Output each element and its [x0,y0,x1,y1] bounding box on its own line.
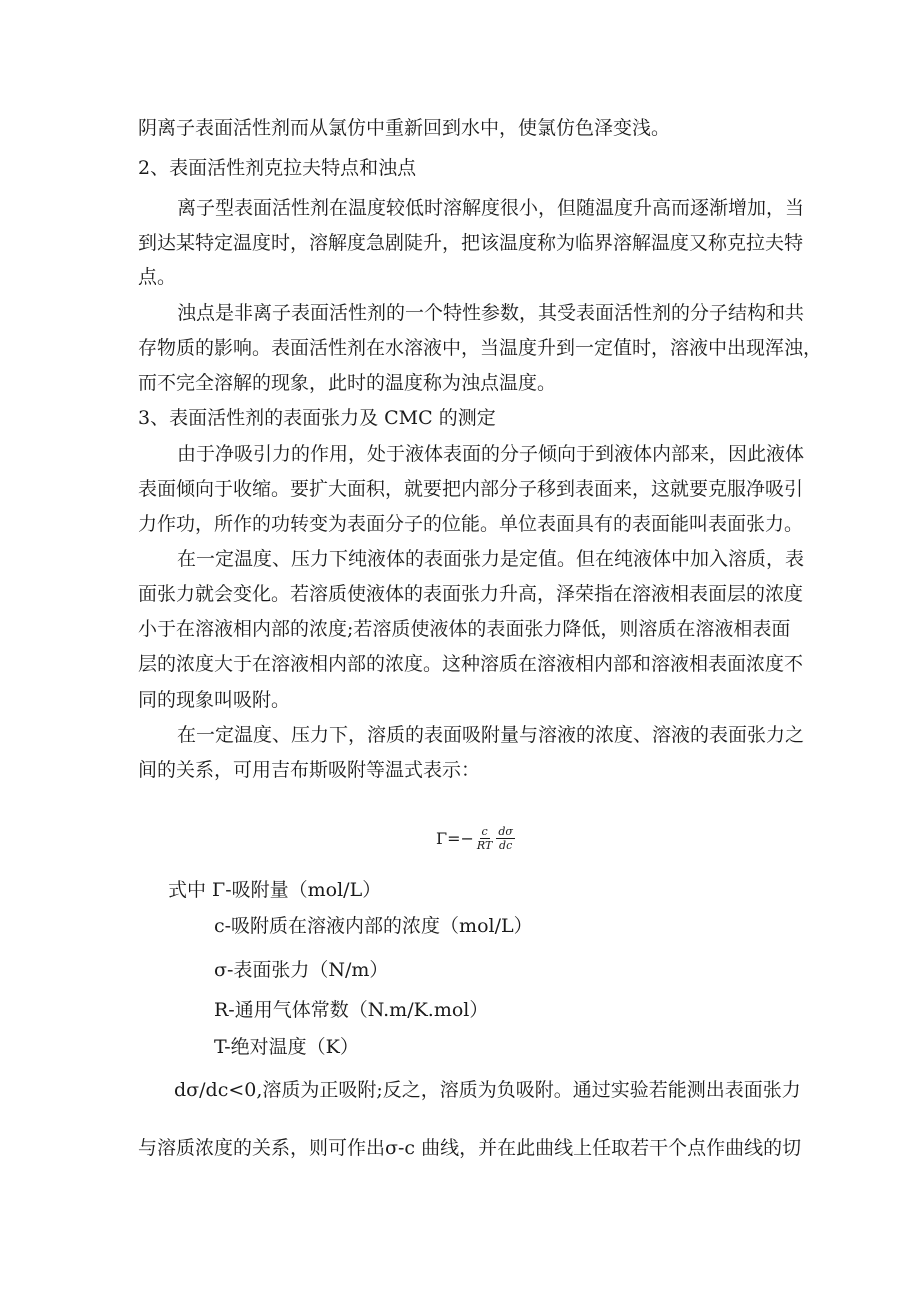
text-line: 阴离子表面活性剂而从氯仿中重新回到水中，使氯仿色泽变浅。 [138,117,671,139]
text-line: 到达某特定温度时，溶解度急剧陡升，把该温度称为临界溶解温度又称克拉夫特 [138,232,804,254]
definition-line: c-吸附质在溶液内部的浓度（mol/L） [214,915,533,937]
text-line: 与溶质浓度的关系，则可作出σ-c 曲线，并在此曲线上任取若干个点作曲线的切 [138,1137,802,1159]
text-line: 在一定温度、压力下纯液体的表面张力是定值。但在纯液体中加入溶质，表 [177,548,805,570]
text-line: 同的现象叫吸附。 [138,689,291,711]
text-line: 间的关系，可用吉布斯吸附等温式表示： [138,759,481,781]
text-line: 面张力就会变化。若溶质使液体的表面张力升高，泽荣指在溶液相表面层的浓度 [138,583,804,605]
fraction-denominator: RT [476,838,493,852]
text-line: 存物质的影响。表面活性剂在水溶液中，当温度升到一定值时，溶液中出现浑浊， [138,337,823,359]
text-line: 层的浓度大于在溶液相内部的浓度。这种溶质在溶液相内部和溶液相表面浓度不 [138,653,804,675]
gibbs-adsorption-formula [436,820,516,856]
section-heading: 2、表面活性剂克拉夫特点和浊点 [138,157,417,179]
fraction-numerator: dσ [498,824,513,838]
formula-lhs: Γ=− [436,828,474,848]
text-line: 小于在溶液相内部的浓度;若溶质使液体的表面张力降低，则溶质在溶液相表面 [138,618,791,640]
text-line: 点。 [138,266,177,288]
text-line: 而不完全溶解的现象，此时的温度称为浊点温度。 [138,372,557,394]
fraction-c-over-rt [475,825,494,852]
fraction-numerator: c [481,824,488,838]
definition-line: T-绝对温度（K） [214,1036,359,1058]
text-line: 力作功，所作的功转变为表面分子的位能。单位表面具有的表面能叫表面张力。 [138,513,804,535]
section-heading: 3、表面活性剂的表面张力及 CMC 的测定 [138,407,496,429]
definition-line: R-通用气体常数（N.m/K.mol） [214,999,489,1021]
text-line: 表面倾向于收缩。要扩大面积，就要把内部分子移到表面来，这就要克服净吸引 [138,478,804,500]
text-line: 浊点是非离子表面活性剂的一个特性参数，其受表面活性剂的分子结构和共 [177,302,805,324]
fraction-dsigma-over-dc [496,825,515,852]
text-line: 在一定温度、压力下，溶质的表面吸附量与溶液的浓度、溶液的表面张力之 [177,724,805,746]
text-line: 离子型表面活性剂在温度较低时溶解度很小，但随温度升高而逐渐增加，当 [177,197,805,219]
definition-line: σ-表面张力（N/m） [214,959,389,981]
text-line: dσ/dc<0,溶质为正吸附;反之，溶质为负吸附。通过实验若能测出表面张力 [174,1079,801,1101]
fraction-denominator: dc [499,838,513,852]
text-line: 由于净吸引力的作用，处于液体表面的分子倾向于到液体内部来，因此液体 [177,443,805,465]
definition-line: 式中 Γ-吸附量（mol/L） [168,879,382,901]
